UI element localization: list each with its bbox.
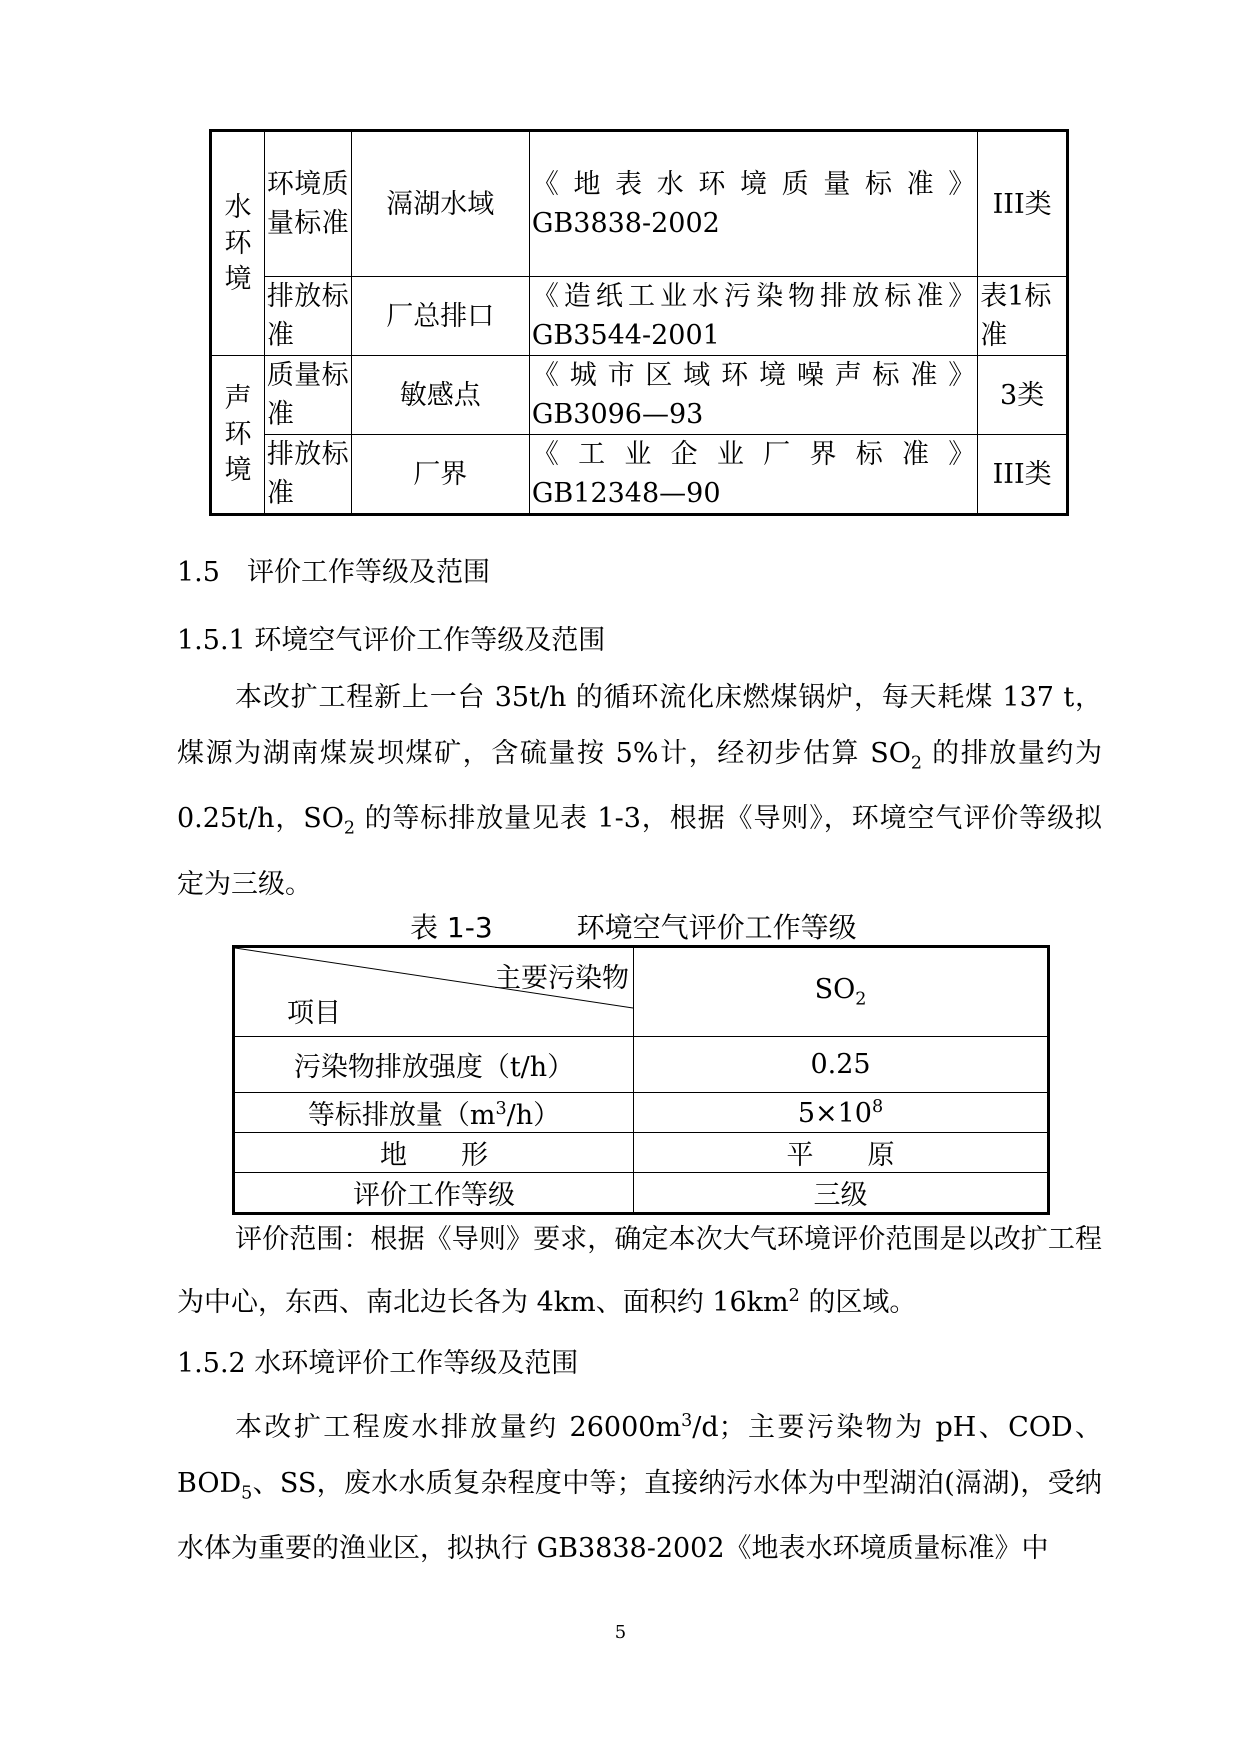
- standard-cell: 《造纸工业水污染物排放标准》 GB3544-2001: [529, 277, 977, 356]
- grade-cell: III类: [978, 131, 1068, 277]
- row-label: 地 形: [234, 1133, 634, 1173]
- table-row: [211, 435, 1068, 515]
- diagonal-header-cell: [234, 947, 634, 1037]
- sub-category: 排放标准: [264, 277, 351, 356]
- table-row: [234, 1037, 1049, 1093]
- row-value: 三级: [634, 1173, 1049, 1214]
- header-pollutant-label: 主要污染物: [494, 963, 629, 994]
- row-value: 平 原: [634, 1133, 1049, 1173]
- table-row: [234, 1173, 1049, 1214]
- table-row: [211, 131, 1068, 277]
- row-value: $5\times 10^8$: [634, 1093, 1049, 1133]
- sub-category: 排放标准: [264, 435, 351, 515]
- table-row: [234, 1093, 1049, 1133]
- place-cell: 滆湖水域: [351, 131, 529, 277]
- page-number: 5: [614, 1622, 627, 1643]
- row-value: 0.25: [634, 1037, 1049, 1093]
- table-row: [211, 277, 1068, 356]
- header-item-label: 项目: [287, 998, 341, 1029]
- category-water: 水 环 境: [211, 131, 265, 356]
- standard-cell: 《工业企业厂界标准》 GB12348—90: [529, 435, 977, 515]
- table-row: [211, 356, 1068, 435]
- section-heading-1-5: 1.5 评价工作等级及范围: [177, 557, 490, 588]
- paragraph-range: 评价范围：根据《导则》要求，确定本次大气环境评价范围是以改扩工程为中心，东西、南北边长各为 4km、面积约 $16km^2$ 的区域。: [177, 1224, 1102, 1318]
- sub-category: 环境质量标准: [264, 131, 351, 277]
- place-cell: 厂总排口: [351, 277, 529, 356]
- pollutant-header: $SO_2$: [634, 947, 1049, 1037]
- grade-cell: 3类: [978, 356, 1068, 435]
- table-header-row: [234, 947, 1049, 1037]
- paragraph-water: 本改扩工程废水排放量约 $26000m^3/d$；主要污染物为 pH、COD、$BOD_5$、SS，废水水质复杂程度中等；直接纳污水体为中型湖泊(滆湖)，受纳水体为重要的渔业区，拟执行 GB3838-2002《地表水环境质量标准》中: [177, 1411, 1103, 1565]
- grade-cell: 表1标准: [978, 277, 1068, 356]
- row-label: 评价工作等级: [234, 1173, 634, 1214]
- grade-cell: III类: [978, 435, 1068, 515]
- row-label: 污染物排放强度（t/h）: [234, 1037, 634, 1093]
- standard-cell: 《城市区域环境噪声标准》 GB3096—93: [529, 356, 977, 435]
- air-grade-table: [232, 945, 1050, 1215]
- section-heading-1-5-2: 1.5.2 水环境评价工作等级及范围: [177, 1348, 579, 1379]
- section-heading-1-5-1: 1.5.1 环境空气评价工作等级及范围: [177, 625, 606, 656]
- row-label: 等标排放量$(m^3/h)$: [234, 1093, 634, 1133]
- table-caption: 表 1-3 环境空气评价工作等级: [410, 911, 857, 944]
- category-noise: 声 环 境: [211, 356, 265, 515]
- standards-table: [209, 129, 1069, 516]
- table-row: [234, 1133, 1049, 1173]
- sub-category: 质量标准: [264, 356, 351, 435]
- paragraph-air: 本改扩工程新上一台 35t/h 的循环流化床燃煤锅炉，每天耗煤 137 t，煤源为湖南煤炭坝煤矿，含硫量按 5%计，经初步估算 $SO_2$ 的排放量约为 0.25t/h，$SO_2$ 的等标排放量见表 1-3，根据《导则》，环境空气评价等级拟定为三级。: [177, 682, 1102, 900]
- standard-cell: 《地表水环境质量标准》 GB3838-2002: [529, 131, 977, 277]
- place-cell: 厂界: [351, 435, 529, 515]
- place-cell: 敏感点: [351, 356, 529, 435]
